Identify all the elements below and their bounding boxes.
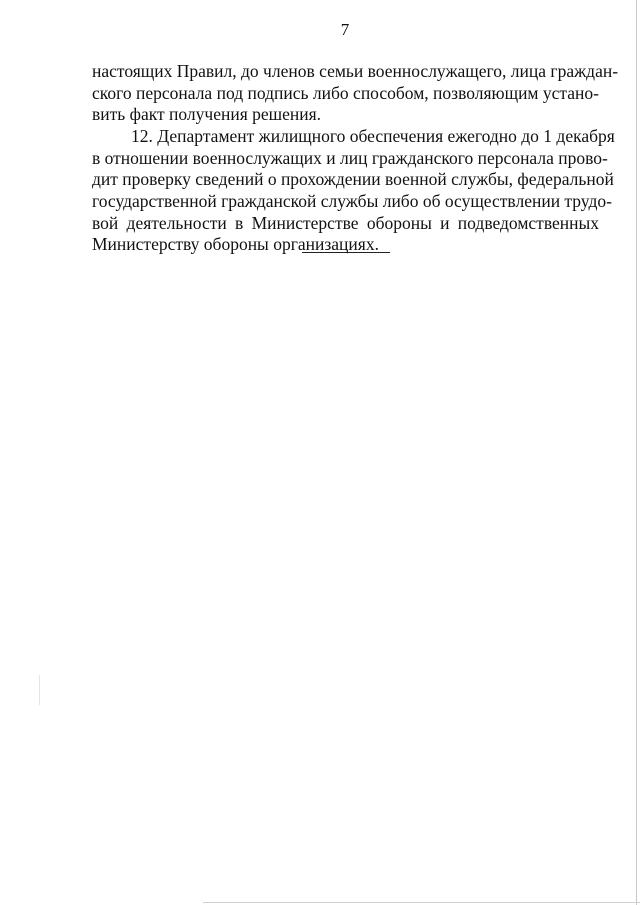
text-line: ского персонала под подпись либо способом, позволяющим устано- — [92, 83, 599, 103]
scan-edge-right — [636, 0, 637, 905]
text-line: настоящих Правил, до членов семьи военнослужащего, лица граждан- — [92, 61, 619, 81]
paragraph-12-first-line: 12. Департамент жилищного обеспечения ежегодно до 1 декабря — [131, 126, 615, 146]
scan-edge-bottom — [203, 902, 640, 903]
scan-artifact — [39, 675, 40, 705]
page-number: 7 — [340, 20, 350, 39]
text-line: государственной гражданской службы либо об осуществлении трудо- — [92, 191, 612, 211]
text-line: вой деятельности в Министерстве обороны и подведомственных — [92, 213, 599, 233]
text-line: дит проверку сведений о прохождении военной службы, федеральной — [92, 169, 614, 189]
text-line: вить факт получения решения. — [92, 104, 322, 124]
text-line: Министерству обороны организациях. — [92, 234, 379, 254]
text-line: в отношении военнослужащих и лиц гражданского персонала прово- — [92, 148, 608, 168]
end-of-text-rule — [302, 252, 390, 253]
